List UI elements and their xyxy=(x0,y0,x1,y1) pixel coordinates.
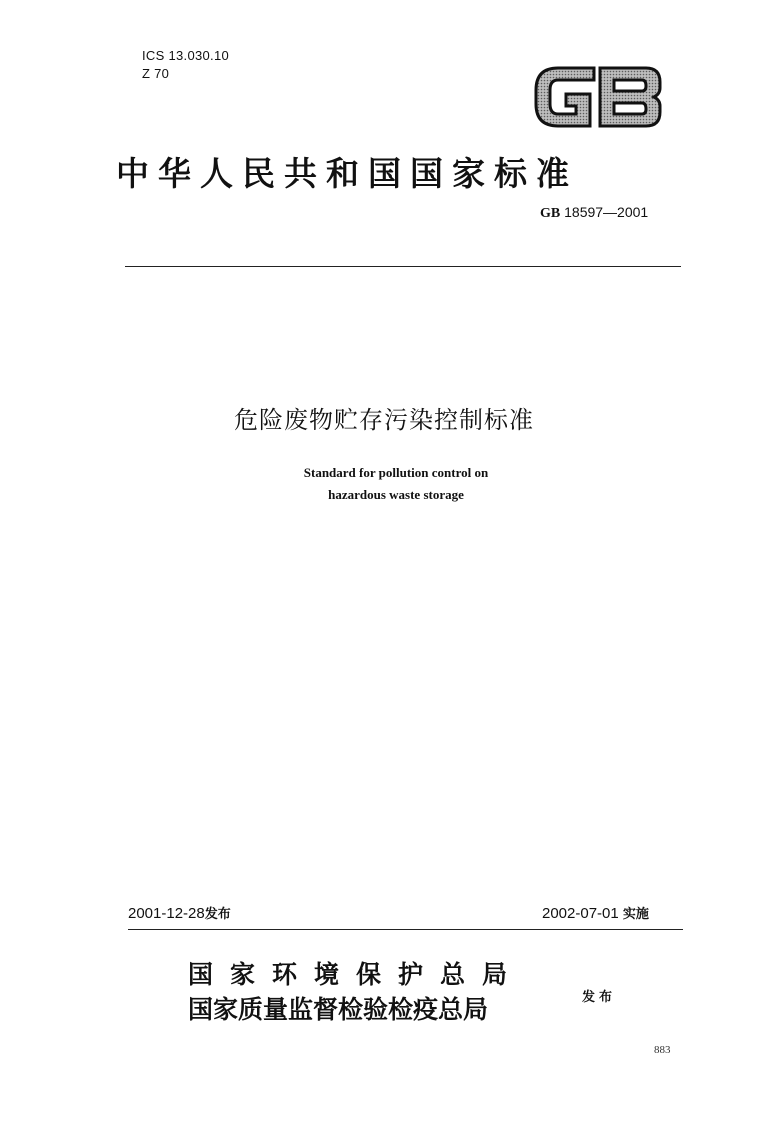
implement-label: 实施 xyxy=(622,907,649,922)
issuing-agency-1: 国家环境保护总局 xyxy=(188,960,525,989)
gb-logo-icon xyxy=(528,58,668,134)
national-standard-title: 中华人民共和国国家标准 xyxy=(116,154,578,193)
issue-label: 发布 xyxy=(582,990,617,1005)
publish-label: 发布 xyxy=(204,907,231,922)
english-title xyxy=(0,462,768,506)
ics-code: ICS 13.030.10 xyxy=(142,48,230,63)
issuing-agency-2: 国家质量监督检验检疫总局 xyxy=(188,995,489,1024)
standard-code: 18597—2001 xyxy=(564,204,649,220)
implement-date-block xyxy=(542,903,649,922)
page-number: 883 xyxy=(654,1044,671,1056)
standard-prefix: GB xyxy=(540,206,561,221)
chinese-title: 危险废物贮存污染控制标准 xyxy=(234,406,534,434)
english-title-line-1: Standard for pollution control on xyxy=(303,465,489,480)
publish-date: 2001-12-28 xyxy=(128,905,205,922)
classification-code: Z 70 xyxy=(142,66,170,81)
gb-logo xyxy=(528,58,668,134)
english-title-line-2: hazardous waste storage xyxy=(328,487,464,502)
ics-block xyxy=(142,47,229,83)
footer-divider xyxy=(128,929,683,930)
implement-date: 2002-07-01 xyxy=(542,905,619,922)
standard-number xyxy=(540,204,648,222)
publish-date-block xyxy=(128,903,231,922)
header-divider xyxy=(125,266,681,267)
